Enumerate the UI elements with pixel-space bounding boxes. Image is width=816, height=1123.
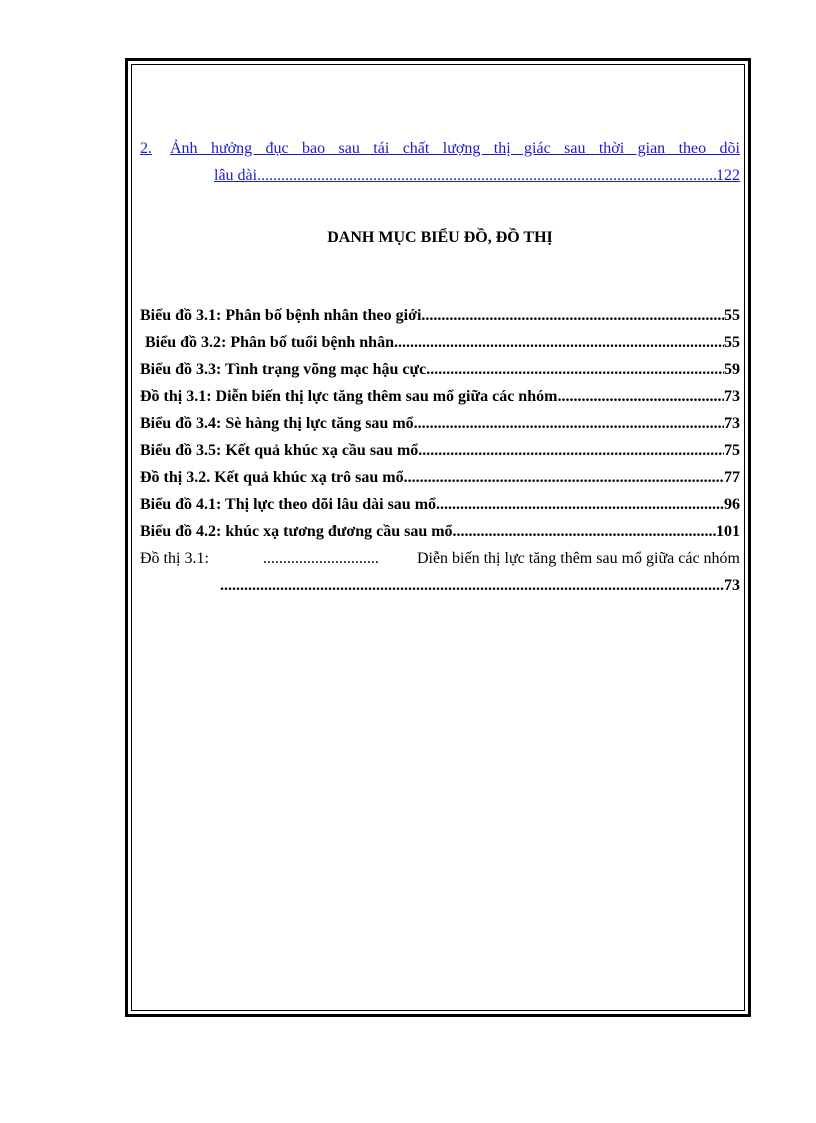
entry-page: 55 (724, 334, 740, 351)
entry-label: Biểu đồ 3.3: Tình trạng võng mạc hậu cực (140, 361, 427, 378)
entry-leader (404, 464, 724, 491)
entry-label: Đồ thị 3.1: Diễn biến thị lực tăng thêm sau mổ giữa các nhóm (140, 388, 558, 405)
last-entry-title: Diễn biến thị lực tăng thêm sau mổ giữa các nhóm (416, 550, 740, 567)
list-entry[interactable] (140, 383, 740, 410)
toc-link-entry[interactable] (140, 135, 740, 189)
entry-page: 59 (724, 361, 740, 378)
entry-page: 73 (724, 388, 740, 405)
toc-link-leader (261, 162, 716, 189)
entry-leader (426, 356, 724, 383)
entry-label: Biểu đồ 3.5: Kết quả khúc xạ cầu sau mổ (140, 442, 419, 459)
entry-leader (557, 383, 724, 410)
entry-leader (421, 302, 724, 329)
list-entry[interactable] (140, 464, 740, 491)
last-entry-page: 73 (724, 577, 740, 594)
list-entry[interactable] (140, 518, 740, 545)
entry-label: Biểu đồ 3.1: Phân bố bệnh nhân theo giới (140, 307, 422, 324)
entry-label: Biểu đồ 4.2: khúc xạ tương đương cầu sau mổ (140, 523, 453, 540)
entry-leader (414, 410, 724, 437)
page-border-inner (131, 64, 745, 1011)
entry-label: Biểu đồ 3.2: Phân bố tuổi bệnh nhân (145, 334, 394, 351)
last-entry-leader (220, 572, 724, 599)
entry-page: 75 (724, 442, 740, 459)
toc-link-title-line2: lâu dài. (214, 167, 262, 184)
entry-leader (418, 437, 724, 464)
toc-link-number: 2. (140, 140, 152, 157)
entry-page: 96 (724, 496, 740, 513)
toc-link-page: 122 (716, 167, 740, 184)
entry-page: 55 (724, 307, 740, 324)
list-entry[interactable] (140, 437, 740, 464)
entry-page: 77 (724, 469, 740, 486)
entry-page: 101 (716, 523, 740, 540)
list-entry[interactable] (140, 329, 740, 356)
list-entry[interactable] (140, 491, 740, 518)
entry-leader (453, 518, 716, 545)
last-entry-continuation (140, 572, 740, 599)
toc-link-title-line1: Ảnh hưởng đục bao sau tái chất lượng thị giác sau thời gian theo dõi (170, 140, 740, 157)
list-entry[interactable] (140, 410, 740, 437)
entry-leader (394, 329, 724, 356)
list-entry[interactable] (140, 356, 740, 383)
last-entry-dots: ............................. (246, 550, 379, 567)
document-content (140, 135, 740, 599)
last-entry[interactable] (140, 545, 740, 572)
section-heading: DANH MỤC BIỂU ĐỒ, ĐỒ THỊ (327, 229, 553, 246)
entry-label: Biểu đồ 3.4: Sè hàng thị lực tăng sau mổ (140, 415, 414, 432)
entry-label: Biểu đồ 4.1: Thị lực theo dõi lâu dài sau mổ (140, 496, 437, 513)
entry-leader (436, 491, 724, 518)
entry-label: Đồ thị 3.2. Kết quả khúc xạ trô sau mổ (140, 469, 404, 486)
list-entry[interactable] (140, 302, 740, 329)
entry-page: 73 (724, 415, 740, 432)
last-entry-prefix: Đồ thị 3.1: (140, 550, 209, 567)
page-border (125, 58, 751, 1017)
